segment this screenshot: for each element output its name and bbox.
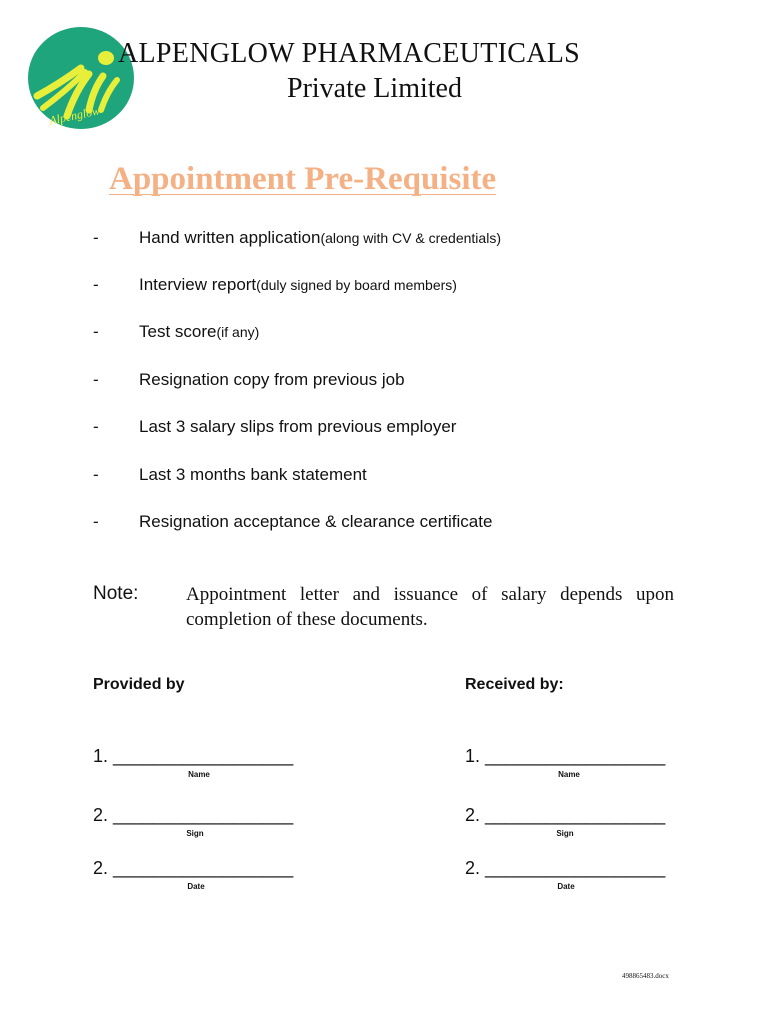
requirement-item xyxy=(93,272,457,298)
note-label: Note: xyxy=(93,583,139,604)
company-name: ALPENGLOW PHARMACEUTICALS xyxy=(118,38,580,69)
signature-line-sign[interactable]: 2. __________________ xyxy=(465,805,666,825)
caption-sign: Sign xyxy=(556,829,574,838)
received-by-heading: Received by: xyxy=(465,676,564,693)
caption-date: Date xyxy=(187,882,205,891)
caption-date: Date xyxy=(557,882,575,891)
caption-name: Name xyxy=(558,770,580,779)
signature-line-date[interactable]: 2. __________________ xyxy=(93,858,294,878)
bullet-dash: - xyxy=(93,275,99,294)
signature-line-name[interactable]: 1. __________________ xyxy=(465,746,666,766)
requirement-item xyxy=(93,462,367,488)
document-title: Appointment Pre-Requisite xyxy=(109,161,497,197)
caption-name: Name xyxy=(188,770,210,779)
bullet-dash: - xyxy=(93,228,99,247)
requirement-item xyxy=(93,367,405,393)
requirement-item xyxy=(93,225,501,251)
signature-line-sign[interactable]: 2. __________________ xyxy=(93,805,294,825)
bullet-dash: - xyxy=(93,370,99,389)
logo-wordmark: Alpenglow xyxy=(47,103,102,128)
signature-line-name[interactable]: 1. __________________ xyxy=(93,746,294,766)
requirement-text: Interview report xyxy=(139,275,257,294)
note-text: Appointment letter and issuance of salary depends upon completion of these documents. xyxy=(186,584,674,630)
requirement-text: Last 3 salary slips from previous employer xyxy=(139,417,457,436)
bullet-dash: - xyxy=(93,417,99,436)
bullet-dash: - xyxy=(93,322,99,341)
caption-sign: Sign xyxy=(186,829,204,838)
logo-dot xyxy=(98,51,114,65)
requirement-note: (duly signed by board members) xyxy=(256,277,457,293)
requirement-text: Hand written application xyxy=(139,228,321,247)
requirement-item xyxy=(93,509,492,535)
file-reference: 498865483.docx xyxy=(622,972,669,980)
signature-line-date[interactable]: 2. __________________ xyxy=(465,858,666,878)
requirement-text: Resignation acceptance & clearance certificate xyxy=(139,512,493,531)
requirement-note: (along with CV & credentials) xyxy=(320,230,501,246)
bullet-dash: - xyxy=(93,465,99,484)
company-subtitle: Private Limited xyxy=(287,73,462,104)
bullet-dash: - xyxy=(93,512,99,531)
requirement-item xyxy=(93,319,259,345)
requirement-text: Resignation copy from previous job xyxy=(139,370,405,389)
provided-by-heading: Provided by xyxy=(93,676,185,693)
requirement-note: (if any) xyxy=(216,324,260,340)
requirement-text: Last 3 months bank statement xyxy=(139,465,367,484)
requirement-item xyxy=(93,414,456,440)
requirement-text: Test score xyxy=(139,322,217,341)
